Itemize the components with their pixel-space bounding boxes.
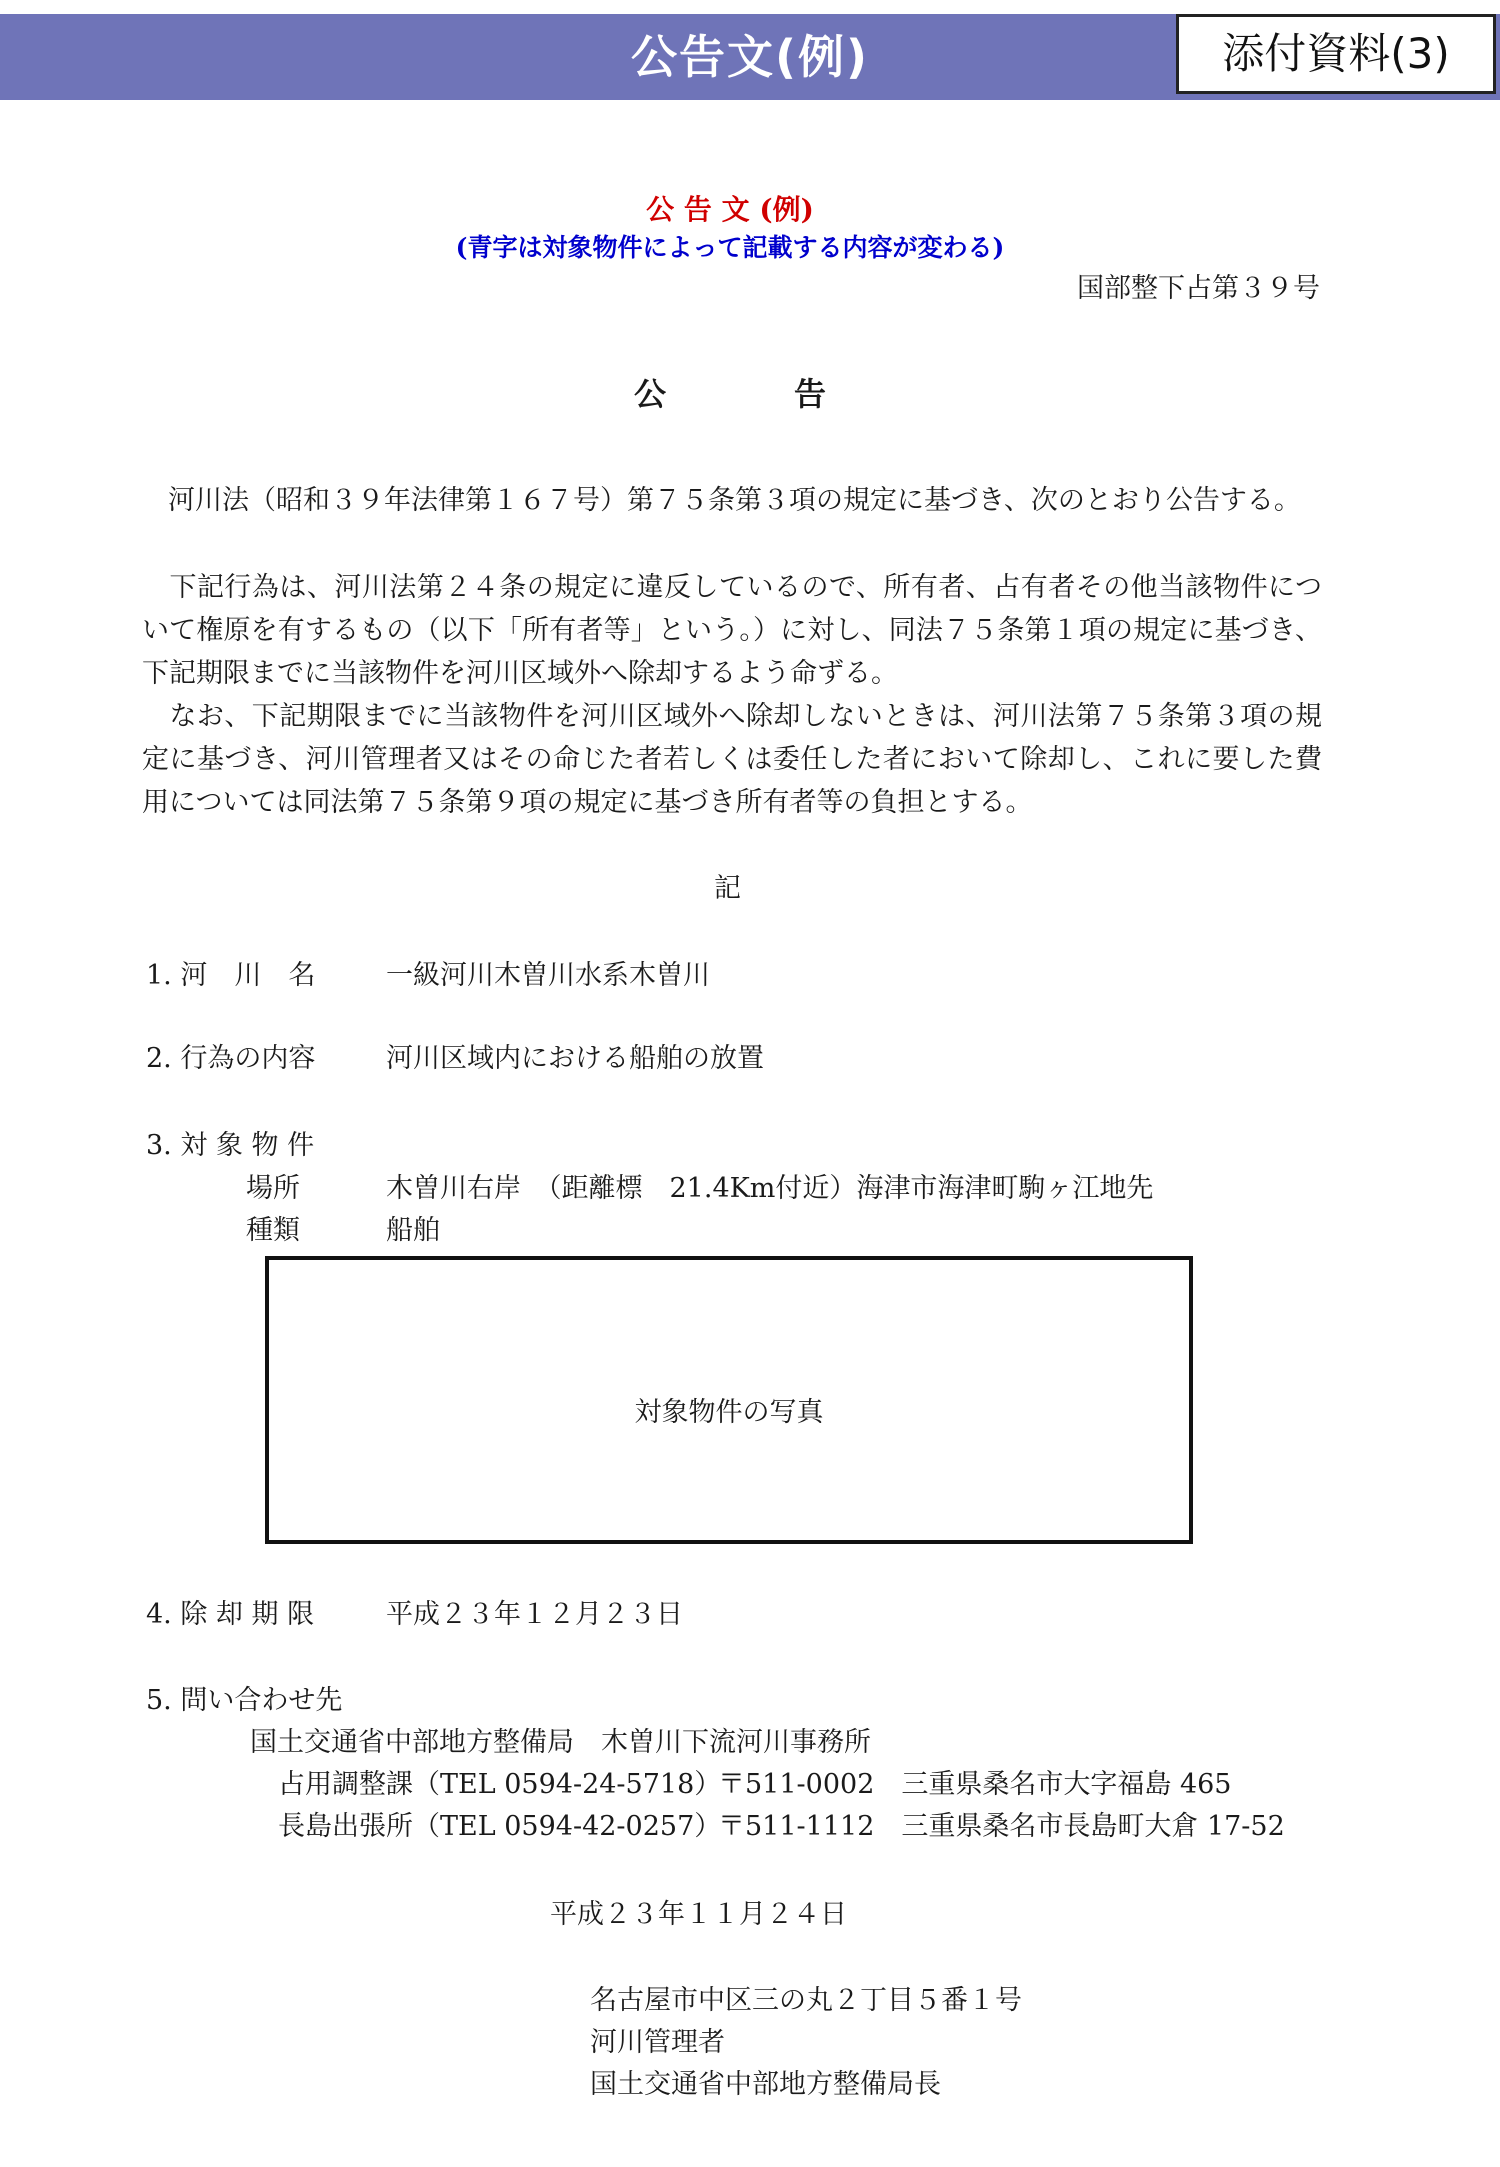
attachment-label: 添付資料(3) <box>1176 14 1496 94</box>
item1-label: 1. 河 川 名 <box>146 960 316 991</box>
item2-label: 2. 行為の内容 <box>146 1043 316 1074</box>
item3-place-label: 場所 <box>246 1173 300 1204</box>
item3-label: 3. 対 象 物 件 <box>146 1130 315 1161</box>
photo-caption: 対象物件の写真 <box>634 1397 824 1428</box>
ki-heading: 記 <box>714 873 741 904</box>
item4-value: 平成２３年１２月２３日 <box>386 1599 683 1630</box>
example-title: 公 告 文 (例) <box>646 193 814 226</box>
document-number: 国部整下占第３９号 <box>1077 273 1320 304</box>
item4-label: 4. 除 却 期 限 <box>146 1599 315 1630</box>
item3-type-label: 種類 <box>246 1215 300 1246</box>
page-title: 公告文(例) <box>630 30 870 84</box>
order-paragraph: 下記行為は、河川法第２４条の規定に違反しているので、所有者、占有者その他当該物件について権原を有するもの（以下「所有者等」という。）に対し、同法７５条第１項の規定に基づき、下記期限までに当該物件を河川区域外へ除却するよう命ずる。 <box>142 572 1322 689</box>
intro-paragraph: 河川法（昭和３９年法律第１６７号）第７５条第３項の規定に基づき、次のとおり公告する。 <box>168 485 1301 516</box>
item5-organization: 国土交通省中部地方整備局 木曽川下流河川事務所 <box>250 1727 871 1758</box>
item5-contact1-address: 〒511-0002 三重県桑名市大字福島 465 <box>718 1769 1232 1800</box>
item5-label: 5. 問い合わせ先 <box>146 1685 343 1716</box>
issuer-address: 名古屋市中区三の丸２丁目５番１号 <box>590 1985 1022 2016</box>
announcement-heading: 公 告 <box>633 375 826 413</box>
example-note: (青字は対象物件によって記載する内容が変わる) <box>455 233 1005 262</box>
item3-place-value: 木曽川右岸 （距離標 21.4Km付近）海津市海津町駒ヶ江地先 <box>386 1173 1154 1204</box>
item2-value: 河川区域内における船舶の放置 <box>386 1043 764 1074</box>
issuer-role: 河川管理者 <box>590 2027 725 2058</box>
issuer-name: 国土交通省中部地方整備局長 <box>590 2069 941 2100</box>
item1-value: 一級河川木曽川水系木曽川 <box>386 960 710 991</box>
item5-contact1-name: 占用調整課（TEL 0594-24-5718） <box>278 1769 722 1800</box>
issue-date: 平成２３年１１月２４日 <box>550 1899 847 1930</box>
item5-contact2-address: 〒511-1112 三重県桑名市長島町大倉 17-52 <box>718 1811 1285 1842</box>
item3-type-value: 船舶 <box>386 1215 440 1246</box>
item5-contact2-name: 長島出張所（TEL 0594-42-0257） <box>278 1811 722 1842</box>
notice-paragraph: なお、下記期限までに当該物件を河川区域外へ除却しないときは、河川法第７５条第３項の規定に基づき、河川管理者又はその命じた者若しくは委任した者において除却し、これに要した費用については同法第７５条第９項の規定に基づき所有者等の負担とする。 <box>142 701 1322 818</box>
